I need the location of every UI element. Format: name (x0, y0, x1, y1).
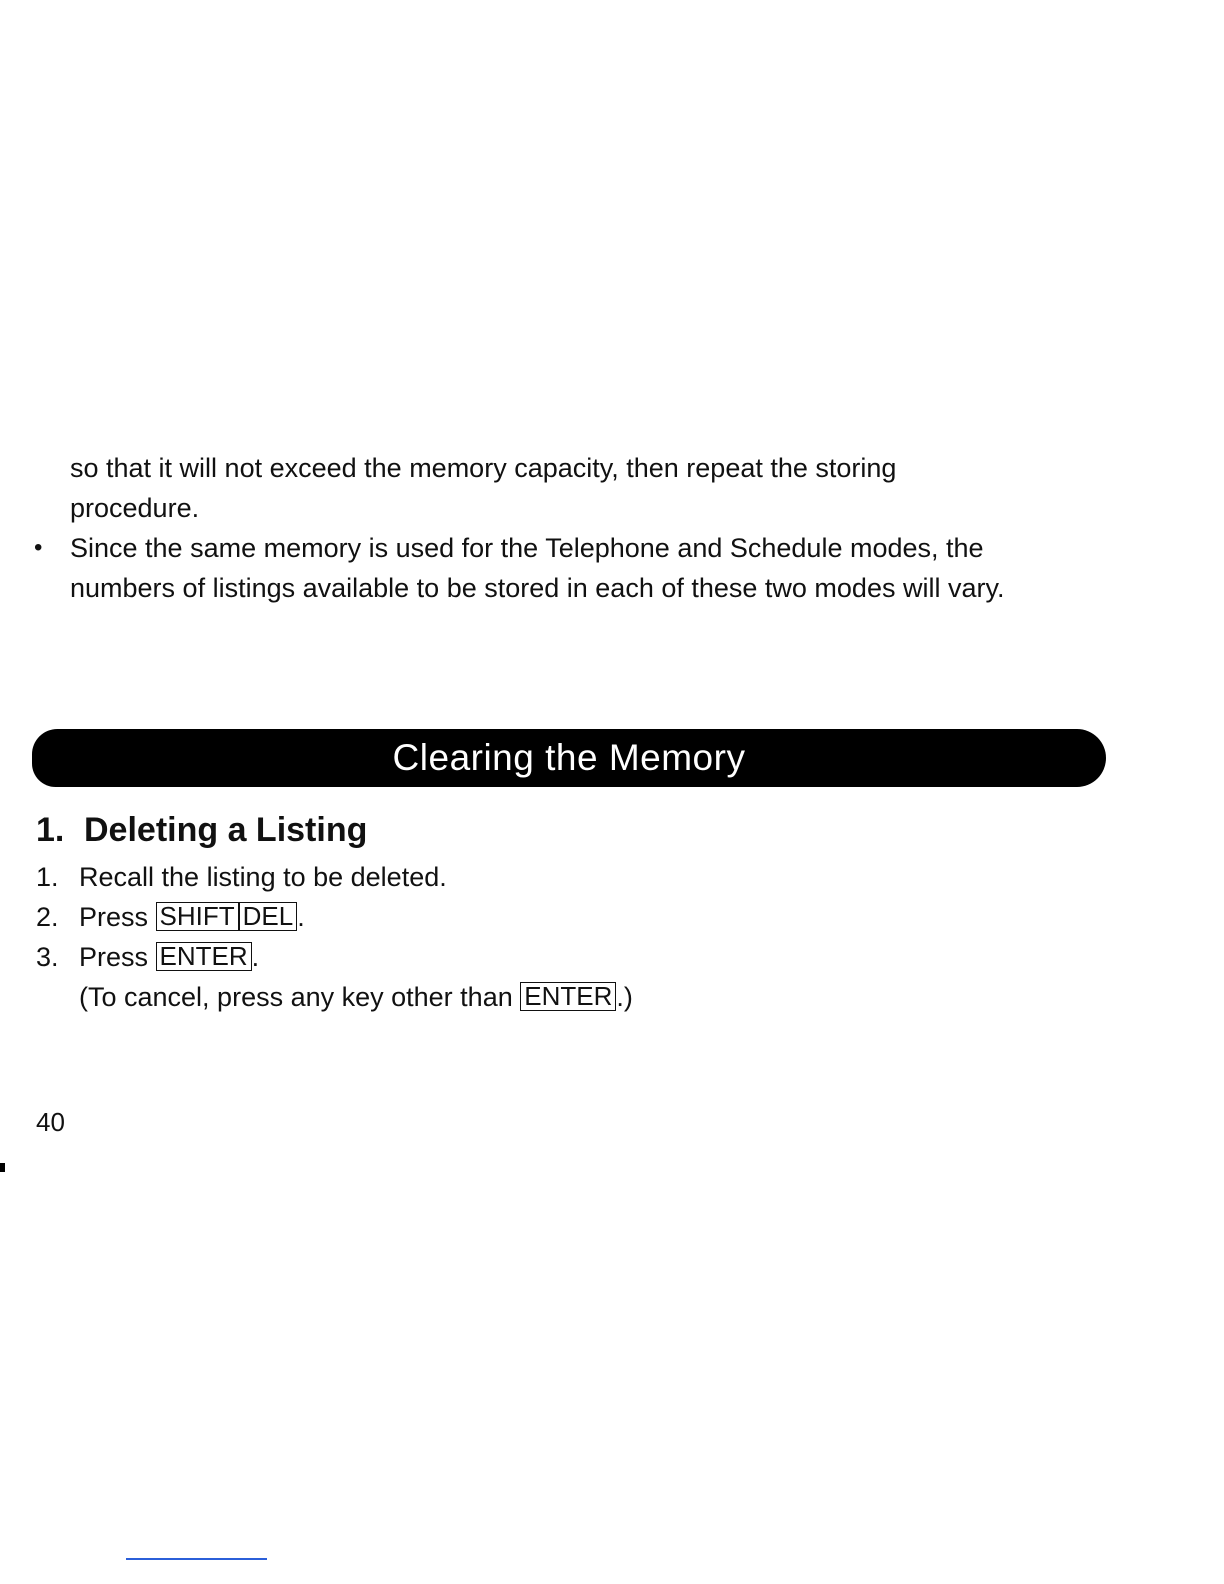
step-item (36, 857, 633, 897)
step-number: 1. (36, 862, 59, 892)
step-prefix: Press (79, 942, 149, 972)
subsection-number: 1. (36, 811, 65, 849)
key-enter: ENTER (156, 942, 252, 971)
key-enter: ENTER (520, 982, 616, 1011)
cancel-note-suffix: .) (616, 982, 633, 1012)
continued-paragraph (70, 448, 1070, 528)
bullet-icon: • (34, 534, 43, 561)
key-del: DEL (239, 902, 298, 931)
section-title: Clearing the Memory (392, 737, 746, 778)
bullet-note (34, 528, 1074, 608)
subsection-title: Deleting a Listing (84, 811, 368, 849)
bottom-rule (126, 1558, 267, 1560)
step-item (36, 937, 633, 1017)
step-suffix: . (297, 902, 305, 932)
continued-paragraph-line-2: procedure. (70, 493, 200, 523)
step-number: 3. (36, 942, 59, 972)
page-number: 40 (36, 1107, 65, 1137)
step-prefix: Press (79, 902, 149, 932)
step-suffix: . (251, 942, 260, 972)
step-item (36, 897, 633, 937)
continued-paragraph-line-1: so that it will not exceed the memory capacity, then repeat the storing (70, 453, 897, 483)
cancel-note (79, 977, 633, 1017)
steps-list (36, 857, 633, 1017)
step-number: 2. (36, 902, 59, 932)
subsection-heading (36, 808, 367, 852)
step-text: Recall the listing to be deleted. (79, 862, 447, 892)
scan-edge-mark (0, 1163, 5, 1172)
key-shift: SHIFT (156, 902, 239, 931)
bullet-note-text: Since the same memory is used for the Telephone and Schedule modes, the numbers of listings available to be stored in each of these two modes will vary. (70, 533, 1005, 603)
section-title-banner (32, 729, 1106, 787)
cancel-note-prefix: (To cancel, press any key other than (79, 982, 513, 1012)
